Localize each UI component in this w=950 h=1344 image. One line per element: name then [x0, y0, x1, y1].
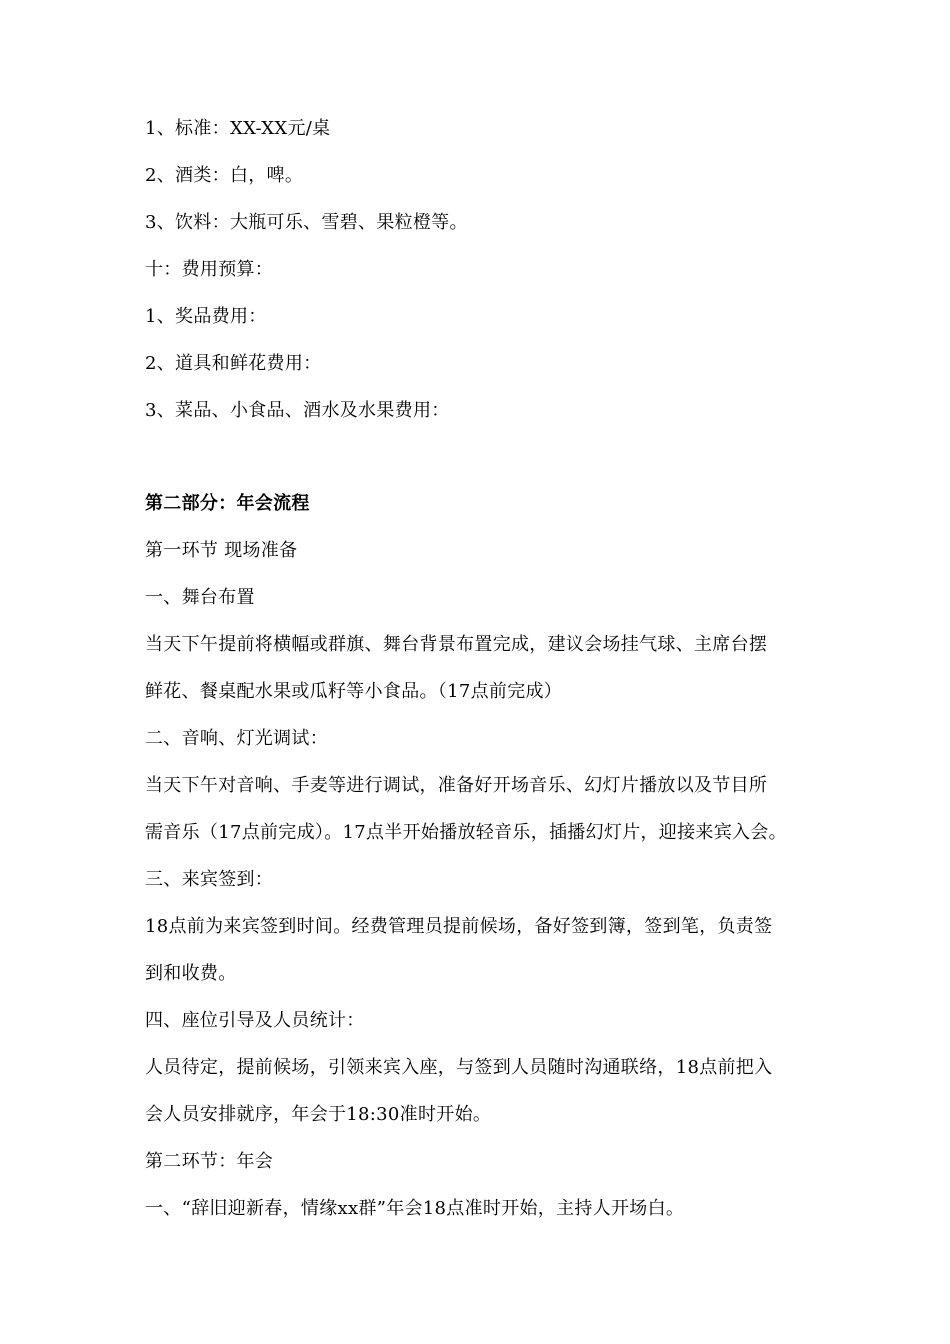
paragraph-seating-line-1: 人员待定，提前候场，引领来宾入座，与签到人员随时沟通联络，18点前把入	[145, 1057, 773, 1078]
stage-heading-site-preparation: 第一环节 现场准备	[145, 540, 298, 561]
cost-item-props-flowers: 2、道具和鲜花费用：	[145, 353, 322, 374]
budget-item-standard: 1、标准：XX-XX元/桌	[145, 118, 331, 139]
paragraph-opening: 一、“辞旧迎新春，情缘xx群”年会18点准时开始，主持人开场白。	[145, 1198, 685, 1219]
cost-item-prizes: 1、奖品费用：	[145, 306, 267, 327]
paragraph-audio-line-2: 需音乐（17点前完成）。17点半开始播放轻音乐，插播幻灯片，迎接来宾入会。	[145, 822, 787, 843]
item-heading-guest-signin: 三、来宾签到：	[145, 869, 274, 890]
part-heading-annual-meeting-process: 第二部分：年会流程	[145, 493, 310, 514]
section-heading-cost-budget: 十：费用预算：	[145, 259, 274, 280]
budget-item-drinks: 3、饮料：大瓶可乐、雪碧、果粒橙等。	[145, 212, 468, 233]
paragraph-signin-line-1: 18点前为来宾签到时间。经费管理员提前候场，备好签到簿，签到笔，负责签	[145, 916, 773, 937]
item-heading-audio-lighting: 二、音响、灯光调试：	[145, 728, 328, 749]
item-heading-stage-setup: 一、舞台布置	[145, 587, 255, 608]
stage-heading-annual-meeting: 第二环节：年会	[145, 1151, 274, 1172]
paragraph-stage-setup-line-1: 当天下午提前将横幅或群旗、舞台背景布置完成，建议会场挂气球、主席台摆	[145, 634, 768, 655]
paragraph-seating-line-2: 会人员安排就序，年会于18:30准时开始。	[145, 1104, 492, 1125]
cost-item-food-drinks: 3、菜品、小食品、酒水及水果费用：	[145, 400, 450, 421]
item-heading-seating: 四、座位引导及人员统计：	[145, 1010, 365, 1031]
paragraph-signin-line-2: 到和收费。	[145, 963, 237, 984]
paragraph-audio-line-1: 当天下午对音响、手麦等进行调试，准备好开场音乐、幻灯片播放以及节目所	[145, 775, 768, 796]
paragraph-stage-setup-line-2: 鲜花、餐桌配水果或瓜籽等小食品。（17点前完成）	[145, 681, 563, 702]
budget-item-alcohol: 2、酒类：白，啤。	[145, 165, 304, 186]
